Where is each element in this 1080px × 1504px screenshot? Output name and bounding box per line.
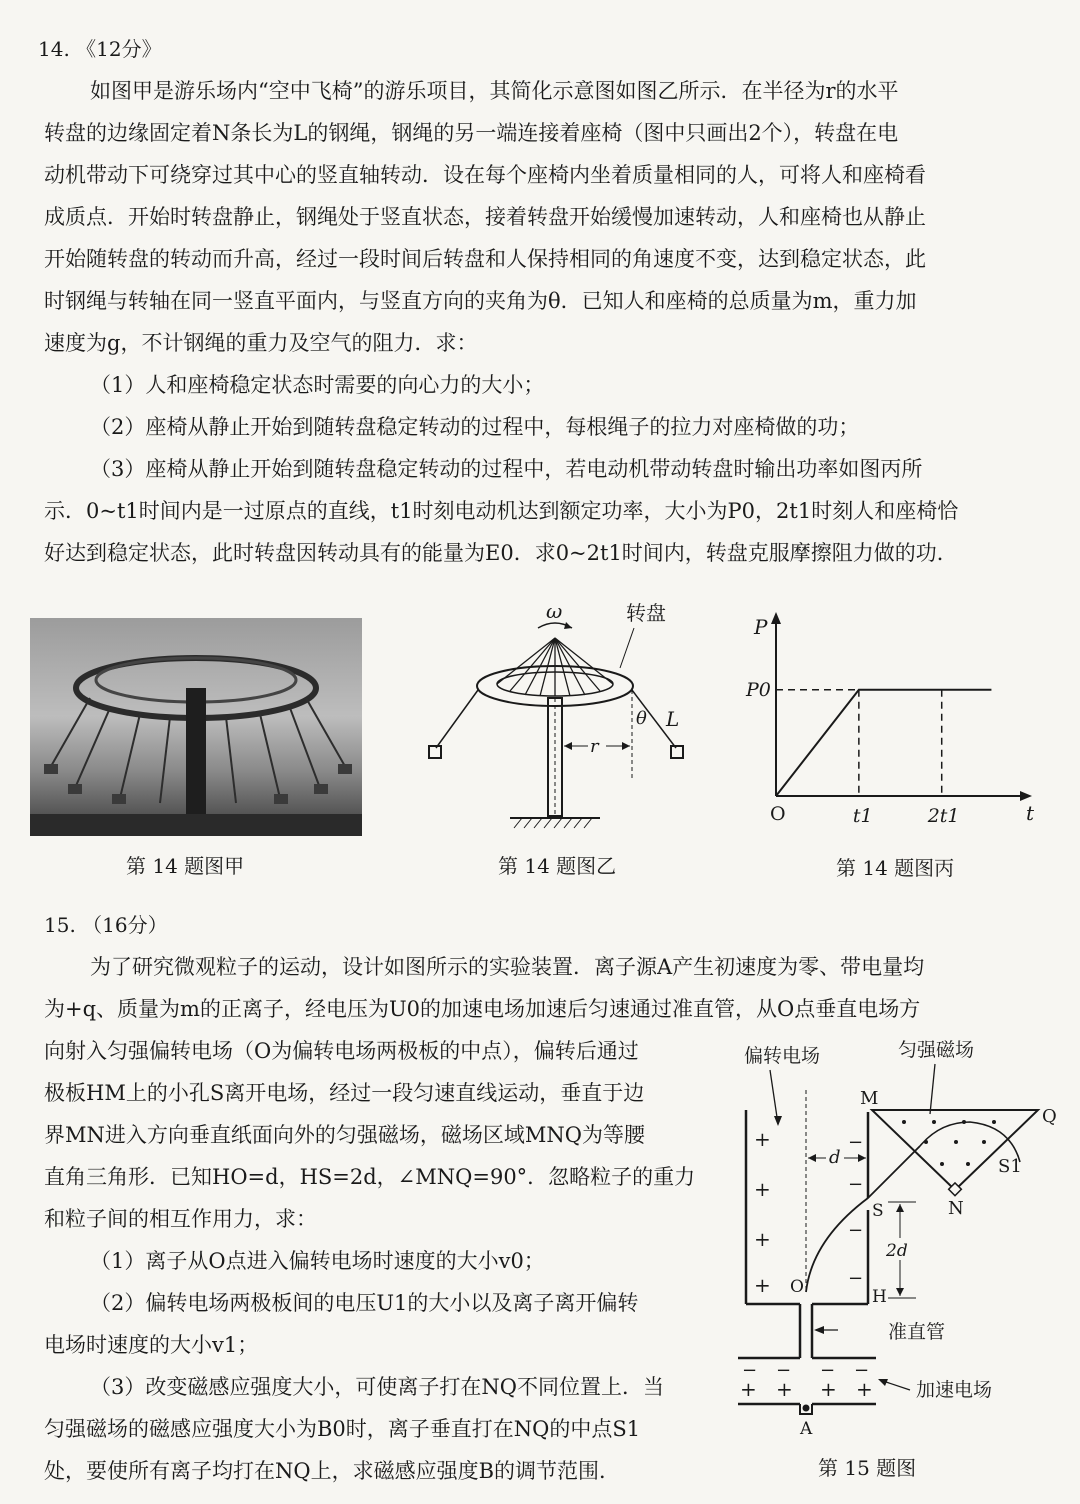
caption-fig-bing: 第 14 题图丙	[836, 856, 955, 880]
plus-sign: +	[754, 1227, 771, 1251]
ion-apparatus-diagram	[720, 1030, 1065, 1450]
point-m-label: M	[860, 1088, 879, 1109]
minus-sign: −	[820, 1360, 836, 1381]
q14-part-1: （1）人和座椅稳定状态时需要的向心力的大小；	[90, 373, 545, 397]
q14-line-7: 速度为g，不计钢绳的重力及空气的阻力．求：	[44, 331, 478, 355]
point-q-label: Q	[1042, 1106, 1057, 1127]
magnetic-region-triangle	[872, 1110, 1038, 1190]
2t1-tick-label: 2t1	[927, 805, 960, 827]
q15-heading: 15. （16分）	[44, 913, 168, 937]
left-rope	[436, 690, 478, 748]
deflect-field-label: 偏转电场	[744, 1045, 821, 1067]
left-seat-icon	[429, 746, 441, 758]
q14-line-5: 开始随转盘的转动而升高，经过一段时间后转盘和人保持相同的角速度不变，达到稳定状态，此	[44, 247, 926, 271]
turntable-ribs	[497, 638, 613, 696]
x-axis-label: t	[1026, 801, 1035, 825]
minus-sign: −	[776, 1360, 792, 1381]
origin-label: O	[770, 803, 786, 825]
q15-part-2: （2）偏转电场两极板间的电压U1的大小以及离子离开偏转	[90, 1291, 639, 1315]
p0-tick-label: P0	[746, 678, 771, 701]
plus-sign: +	[754, 1127, 771, 1151]
swing-ride-photo-drawing	[30, 618, 362, 836]
minus-sign: −	[854, 1360, 870, 1381]
minus-sign: −	[848, 1220, 864, 1241]
q15-part-3-line-3: 处，要使所有离子均打在NQ上，求磁感应强度B的调节范围．	[44, 1459, 621, 1483]
plus-sign: +	[820, 1377, 837, 1401]
plus-sign: +	[776, 1377, 793, 1401]
q15-line-4: 极板HM上的小孔S离开电场，经过一段匀速直线运动，垂直于边	[44, 1081, 645, 1105]
power-time-chart	[740, 606, 1040, 836]
rotating-seat-diagram	[420, 598, 700, 838]
accel-field-label: 加速电场	[916, 1379, 993, 1401]
minus-sign: −	[848, 1268, 864, 1289]
omega-label: ω	[546, 599, 563, 623]
q15-line-1: 为了研究微观粒子的运动，设计如图所示的实验装置．离子源A产生初速度为零、带电量均	[90, 955, 925, 979]
magnetic-field-label: 匀强磁场	[898, 1039, 975, 1061]
power-series-line	[776, 690, 991, 796]
point-s1-label: S1	[998, 1156, 1022, 1177]
q14-part-3: （3）座椅从静止开始到随转盘稳定转动的过程中，若电动机带动转盘时输出功率如图丙所	[90, 457, 923, 481]
q14-line-3: 动机带动下可绕穿过其中心的竖直轴转动．设在每个座椅内坐着质量相同的人，可将人和座椅看	[44, 163, 926, 187]
q14-line-4: 成质点．开始时转盘静止，钢绳处于竖直状态，接着转盘开始缓慢加速转动，人和座椅也从静止	[44, 205, 926, 229]
plus-sign: +	[754, 1273, 771, 1297]
q14-line-1: 如图甲是游乐场内“空中飞椅”的游乐项目，其简化示意图如图乙所示．在半径为r的水平	[90, 79, 899, 103]
source-a-label: A	[800, 1419, 813, 1439]
theta-label: θ	[636, 708, 647, 729]
caption-fig-yi: 第 14 题图乙	[498, 854, 617, 878]
plus-sign: +	[740, 1377, 757, 1401]
turntable-label: 转盘	[626, 601, 666, 625]
swing-ride-photo	[30, 618, 362, 836]
d-label: d	[829, 1147, 841, 1168]
plus-sign: +	[754, 1177, 771, 1201]
2d-label: 2d	[886, 1241, 908, 1261]
q15-part-3: （3）改变磁感应强度大小，可使离子打在NQ不同位置上．当	[90, 1375, 664, 1399]
q15-line-2: 为+q、质量为m的正离子，经电压为U0的加速电场加速后匀速通过准直管，从O点垂直电场方	[44, 997, 921, 1021]
minus-sign: −	[848, 1132, 864, 1153]
q14-part-3-line-2: 示．0~t1时间内是一过原点的直线，t1时刻电动机达到额定功率，大小为P0，2t1时刻人和座椅恰	[44, 499, 959, 523]
rope-length-label: L	[666, 707, 680, 731]
field-dots	[902, 1120, 996, 1166]
minus-sign: −	[848, 1174, 864, 1195]
plus-sign: +	[856, 1377, 873, 1401]
q14-line-6: 时钢绳与转轴在同一竖直平面内，与竖直方向的夹角为θ．已知人和座椅的总质量为m，重力加	[44, 289, 917, 313]
q14-heading: 14. 《12分》	[38, 37, 162, 61]
ion-source-dot	[803, 1405, 810, 1412]
q15-part-2-cont: 电场时速度的大小v1；	[44, 1333, 259, 1357]
t1-tick-label: t1	[852, 805, 873, 827]
point-n-label: N	[948, 1198, 964, 1219]
q14-part-2: （2）座椅从静止开始到随转盘稳定转动的过程中，每根绳子的拉力对座椅做的功；	[90, 415, 860, 439]
q15-part-1: （1）离子从O点进入偏转电场时速度的大小v0；	[90, 1249, 545, 1273]
minus-sign: −	[742, 1360, 758, 1381]
q15-line-6: 直角三角形．已知HO=d，HS=2d，∠MNQ=90°．忽略粒子的重力	[44, 1165, 696, 1189]
q14-line-2: 转盘的边缘固定着N条长为L的钢绳，钢绳的另一端连接着座椅（图中只画出2个），转盘在电	[44, 121, 899, 145]
x-axis-arrow-icon	[1020, 791, 1032, 801]
radius-label: r	[590, 736, 599, 757]
caption-fig-jia: 第 14 题图甲	[126, 854, 245, 878]
q14-part-3-line-3: 好达到稳定状态，此时转盘因转动具有的能量为E0．求0~2t1时间内，转盘克服摩擦阻力做的功．	[44, 541, 958, 565]
y-axis-label: P	[754, 615, 768, 639]
y-axis-arrow-icon	[771, 612, 781, 624]
point-s-label: S	[872, 1201, 884, 1221]
right-seat-icon	[671, 746, 683, 758]
q15-line-5: 界MN进入方向垂直纸面向外的匀强磁场，磁场区域MNQ为等腰	[44, 1123, 645, 1147]
point-o-label: O	[790, 1277, 804, 1297]
caption-fig-15: 第 15 题图	[818, 1456, 917, 1480]
q15-part-3-line-2: 匀强磁场的磁感应强度大小为B0时，离子垂直打在NQ的中点S1	[44, 1417, 641, 1441]
collimator-label: 准直管	[888, 1321, 946, 1343]
q15-line-3: 向射入匀强偏转电场（O为偏转电场两极板的中点），偏转后通过	[44, 1039, 639, 1063]
point-h-label: H	[872, 1287, 887, 1307]
q15-line-7: 和粒子间的相互作用力，求：	[44, 1207, 317, 1231]
